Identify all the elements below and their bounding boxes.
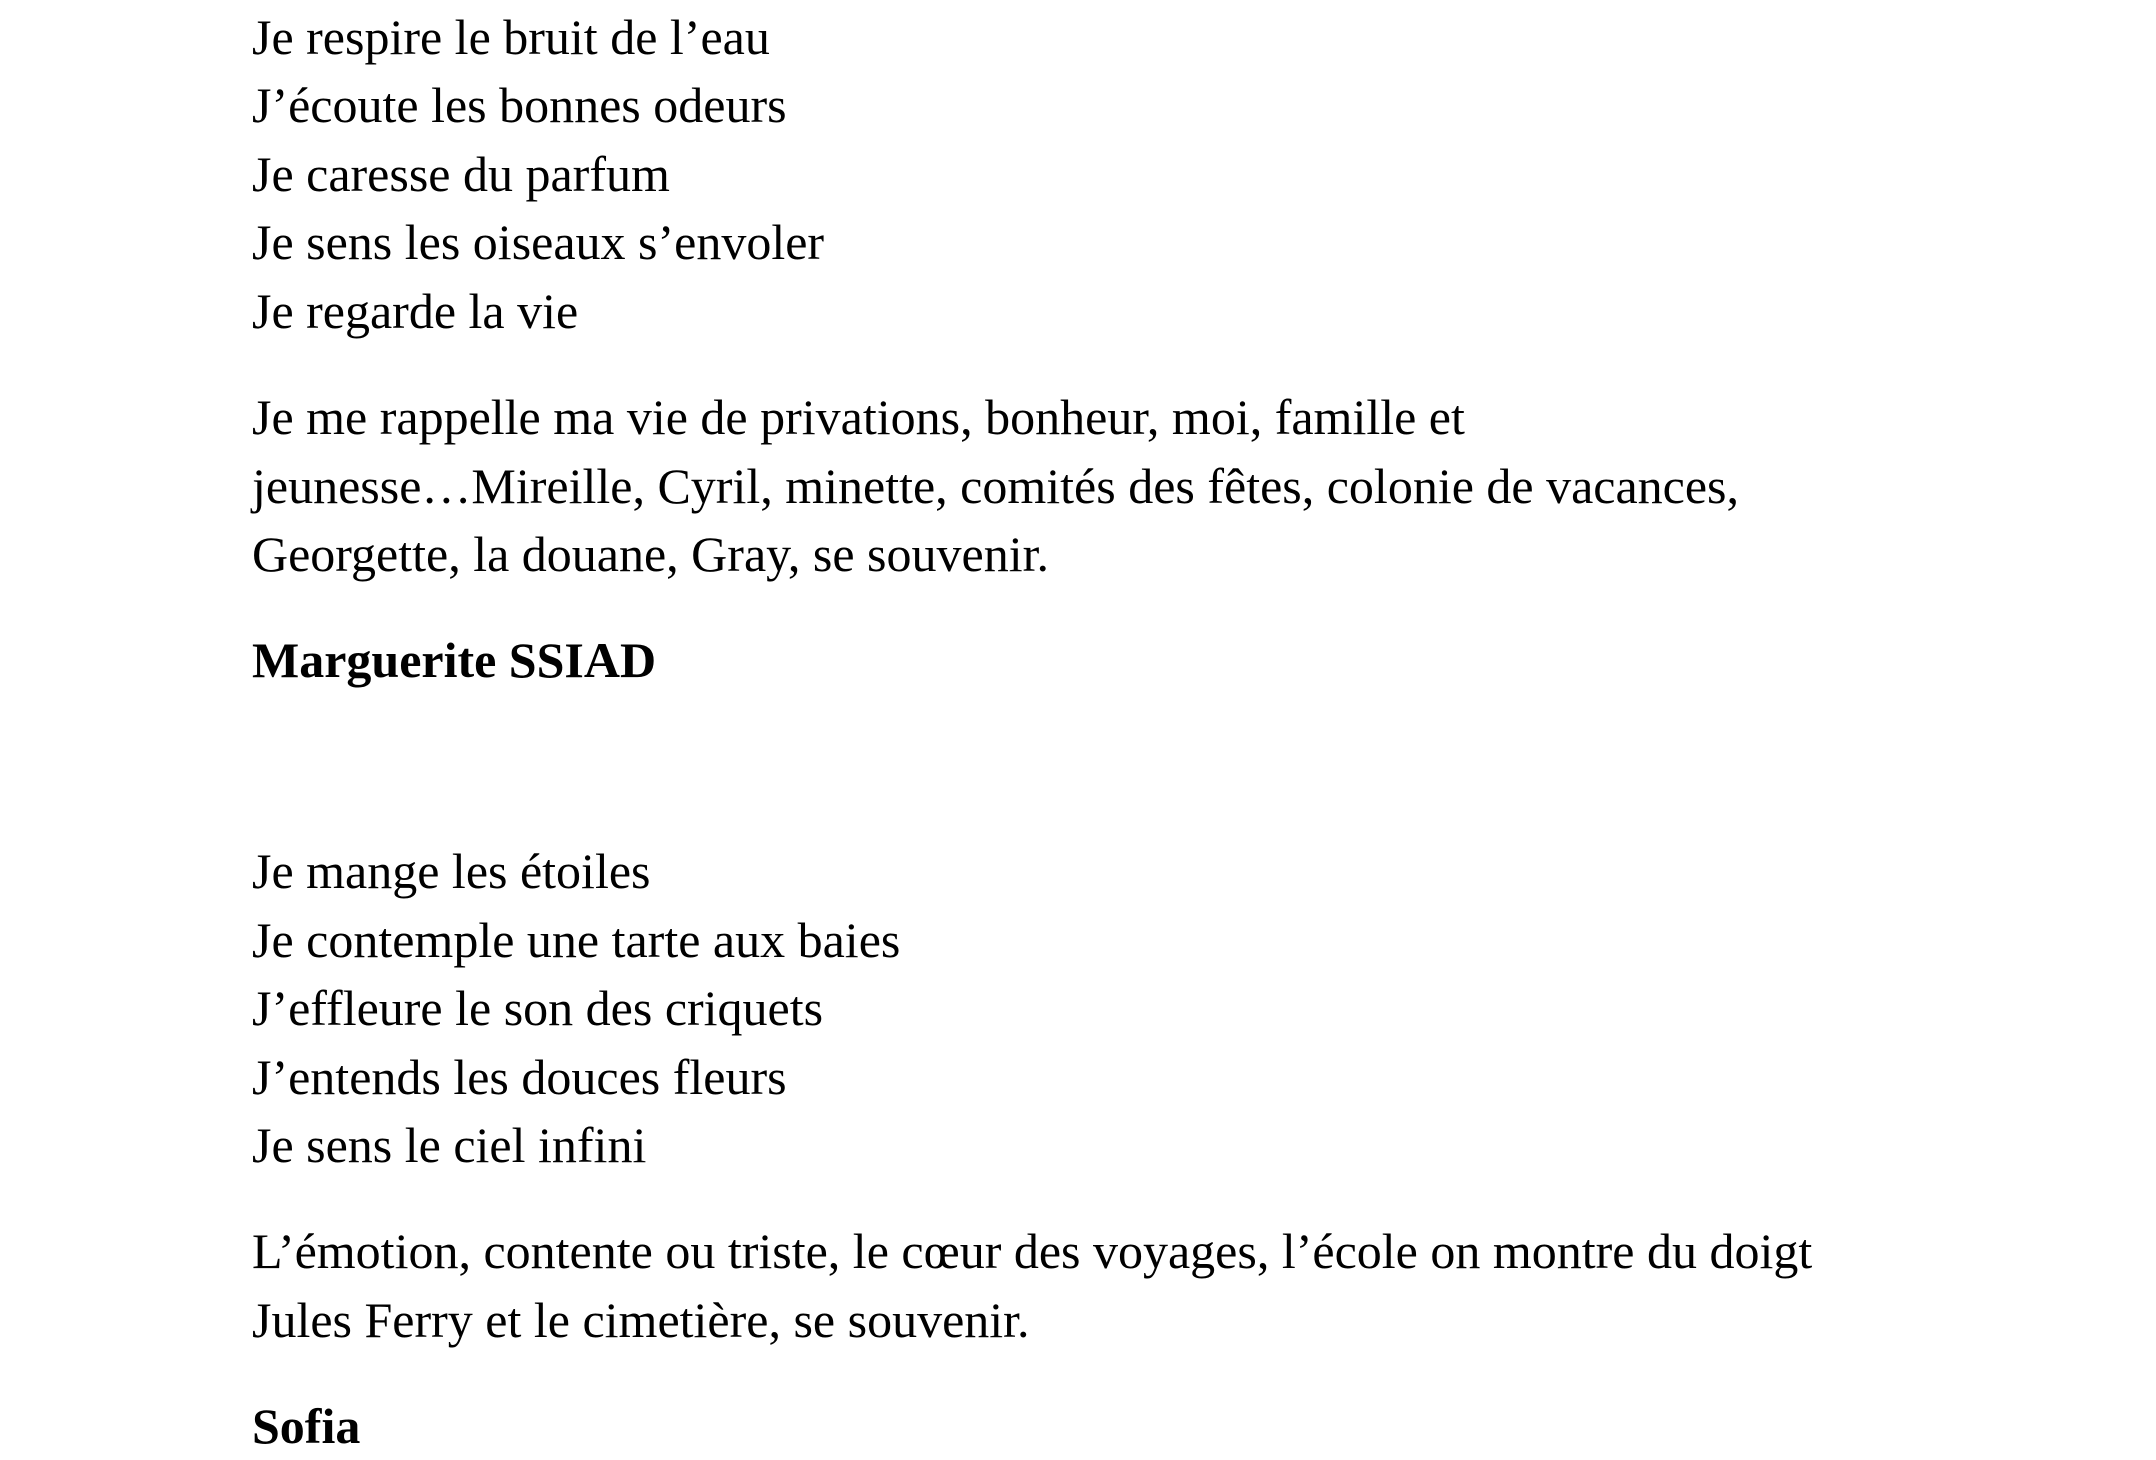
poem-2-line-1: Je mange les étoiles — [252, 843, 651, 899]
poem-1-line-4: Je sens les oiseaux s’envoler — [252, 214, 825, 270]
poem-2-line-4: J’entends les douces fleurs — [252, 1049, 787, 1105]
poem-1-line-1: Je respire le bruit de l’eau — [252, 9, 770, 65]
poem-1-paragraph-line-1: Je me rappelle ma vie de privations, bonheur, moi, famille et — [252, 389, 1465, 445]
poem-1-paragraph-line-2: jeunesse…Mireille, Cyril, minette, comités des fêtes, colonie de vacances, — [252, 458, 1740, 514]
poem-2-paragraph-line-1: L’émotion, contente ou triste, le cœur des voyages, l’école on montre du doigt — [252, 1223, 1813, 1279]
poem-1-author: Marguerite SSIAD — [252, 632, 657, 688]
poem-2-line-3: J’effleure le son des criquets — [252, 980, 824, 1036]
poem-1-line-3: Je caresse du parfum — [252, 146, 670, 202]
poem-2-line-5: Je sens le ciel infini — [252, 1117, 647, 1173]
poem-1-paragraph-line-3: Georgette, la douane, Gray, se souvenir. — [252, 526, 1049, 582]
poem-1-line-2: J’écoute les bonnes odeurs — [252, 77, 787, 133]
poem-1-line-5: Je regarde la vie — [252, 283, 579, 339]
poem-2-author: Sofia — [252, 1398, 361, 1454]
poem-2-paragraph-line-2: Jules Ferry et le cimetière, se souvenir. — [252, 1292, 1030, 1348]
poem-2-line-2: Je contemple une tarte aux baies — [252, 912, 901, 968]
